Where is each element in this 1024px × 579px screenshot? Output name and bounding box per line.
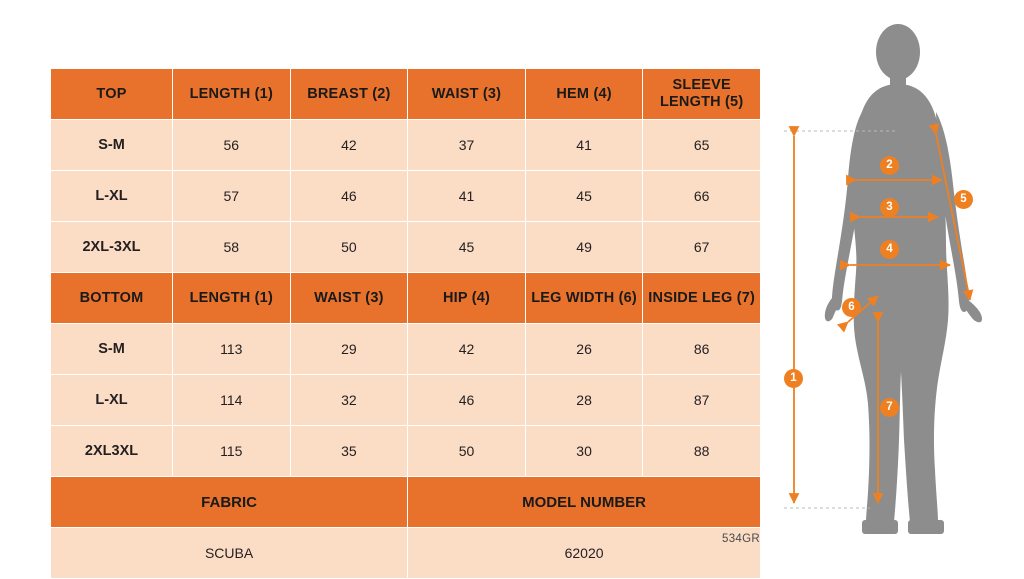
header-cell-top-breast: BREAST (2) (290, 69, 408, 120)
cell-top-l-xl-length: 57 (173, 171, 291, 222)
row-label-top-l-xl: L-XL (51, 171, 173, 222)
cell-bottom-l-xl-length: 114 (173, 375, 291, 426)
cell-bottom-s-m-inside-leg: 86 (643, 324, 761, 375)
header-cell-top: TOP (51, 69, 173, 120)
cell-top-l-xl-hem: 45 (525, 171, 643, 222)
cell-top-l-xl-sleeve: 66 (643, 171, 761, 222)
header-cell-top-length: LENGTH (1) (173, 69, 291, 120)
cell-bottom-2xl-3xl-length: 115 (173, 426, 291, 477)
header-cell-top-waist: WAIST (3) (408, 69, 526, 120)
badge-3: 3 (880, 198, 899, 217)
header-cell-bottom-leg-width: LEG WIDTH (6) (525, 273, 643, 324)
cell-top-2xl-3xl-breast: 50 (290, 222, 408, 273)
cell-bottom-l-xl-inside-leg: 87 (643, 375, 761, 426)
header-cell-bottom: BOTTOM (51, 273, 173, 324)
header-cell-model-number: MODEL NUMBER (408, 477, 761, 528)
product-code: 534GR (722, 533, 760, 545)
header-cell-bottom-length: LENGTH (1) (173, 273, 291, 324)
cell-fabric-value: SCUBA (51, 528, 408, 579)
cell-top-2xl-3xl-hem: 49 (525, 222, 643, 273)
cell-top-2xl-3xl-length: 58 (173, 222, 291, 273)
table-row (51, 222, 761, 273)
footer-value-row (51, 528, 761, 579)
header-cell-bottom-waist: WAIST (3) (290, 273, 408, 324)
size-table-container (50, 68, 760, 579)
row-label-top-2xl-3xl: 2XL-3XL (51, 222, 173, 273)
header-cell-top-hem: HEM (4) (525, 69, 643, 120)
cell-bottom-2xl-3xl-waist: 35 (290, 426, 408, 477)
badge-4: 4 (880, 240, 899, 259)
cell-bottom-s-m-leg-width: 26 (525, 324, 643, 375)
row-label-top-s-m: S-M (51, 120, 173, 171)
top-section-header-row (51, 69, 761, 120)
badge-7: 7 (880, 398, 899, 417)
badge-2: 2 (880, 156, 899, 175)
cell-model-number-value: 62020 (408, 528, 761, 579)
header-cell-bottom-inside-leg: INSIDE LEG (7) (643, 273, 761, 324)
table-row (51, 324, 761, 375)
cell-bottom-s-m-waist: 29 (290, 324, 408, 375)
header-cell-fabric: FABRIC (51, 477, 408, 528)
row-label-bottom-l-xl: L-XL (51, 375, 173, 426)
table-row (51, 120, 761, 171)
badge-5: 5 (954, 190, 973, 209)
table-row (51, 426, 761, 477)
badge-6: 6 (842, 298, 861, 317)
body-silhouette (825, 24, 982, 534)
cell-bottom-s-m-length: 113 (173, 324, 291, 375)
bottom-section-header-row (51, 273, 761, 324)
cell-top-s-m-length: 56 (173, 120, 291, 171)
cell-bottom-l-xl-hip: 46 (408, 375, 526, 426)
cell-bottom-l-xl-leg-width: 28 (525, 375, 643, 426)
badge-1: 1 (784, 369, 803, 388)
female-body-diagram (770, 0, 1024, 570)
cell-bottom-l-xl-waist: 32 (290, 375, 408, 426)
table-row (51, 375, 761, 426)
measurement-figure (770, 0, 1024, 570)
footer-header-row (51, 477, 761, 528)
cell-top-s-m-breast: 42 (290, 120, 408, 171)
header-cell-bottom-hip: HIP (4) (408, 273, 526, 324)
row-label-bottom-2xl-3xl: 2XL3XL (51, 426, 173, 477)
cell-bottom-2xl-3xl-inside-leg: 88 (643, 426, 761, 477)
cell-top-s-m-sleeve: 65 (643, 120, 761, 171)
header-cell-top-sleeve-length: SLEEVE LENGTH (5) (643, 69, 761, 120)
cell-bottom-s-m-hip: 42 (408, 324, 526, 375)
cell-bottom-2xl-3xl-leg-width: 30 (525, 426, 643, 477)
cell-top-s-m-waist: 37 (408, 120, 526, 171)
size-table (50, 68, 761, 579)
cell-top-s-m-hem: 41 (525, 120, 643, 171)
cell-top-l-xl-waist: 41 (408, 171, 526, 222)
cell-top-2xl-3xl-waist: 45 (408, 222, 526, 273)
cell-top-2xl-3xl-sleeve: 67 (643, 222, 761, 273)
table-row (51, 171, 761, 222)
row-label-bottom-s-m: S-M (51, 324, 173, 375)
cell-top-l-xl-breast: 46 (290, 171, 408, 222)
cell-bottom-2xl-3xl-hip: 50 (408, 426, 526, 477)
